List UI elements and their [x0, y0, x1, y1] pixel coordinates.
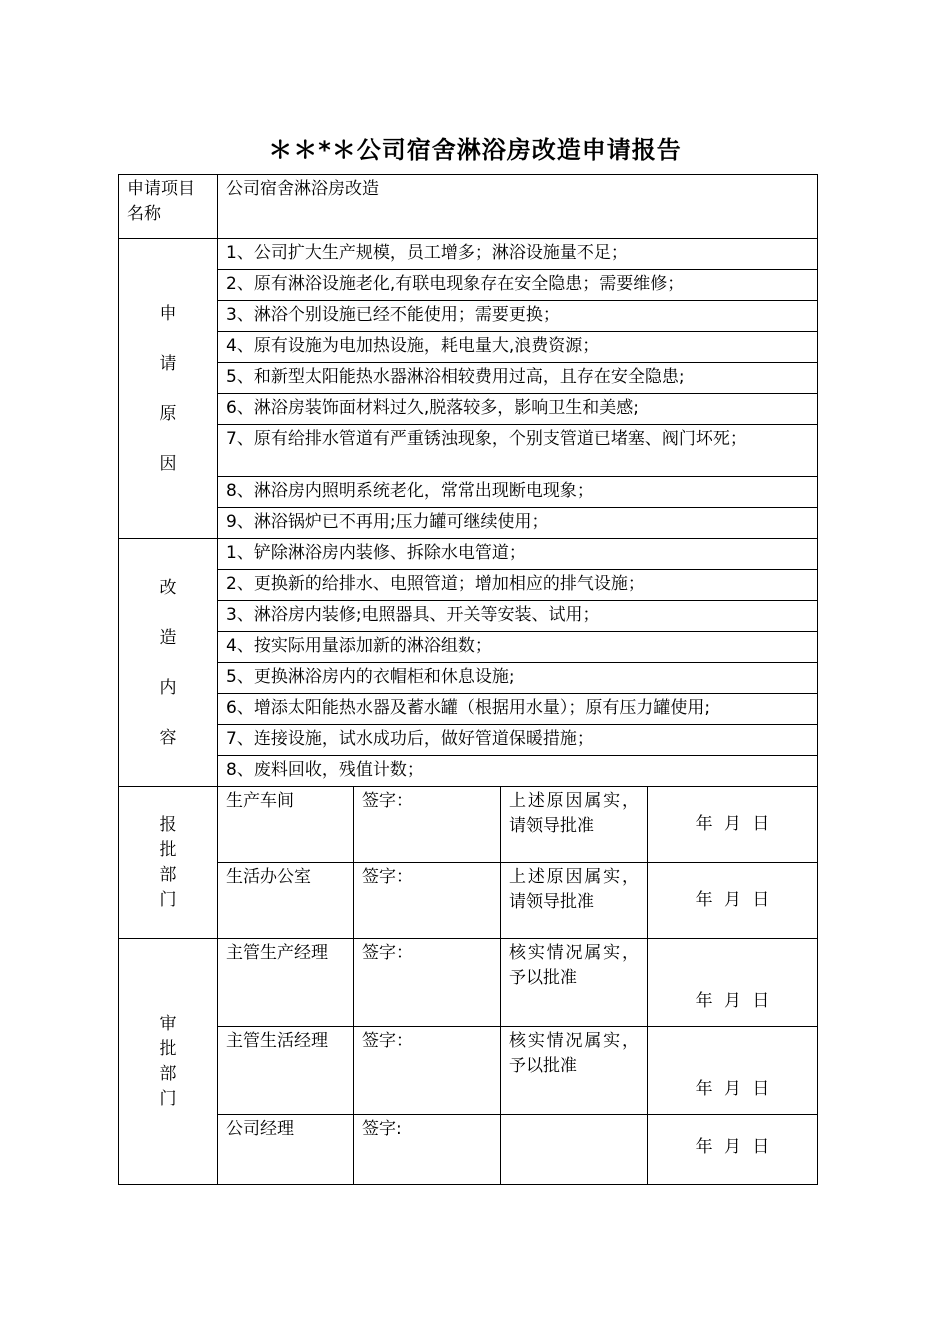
content-item: 3、淋浴房内装修;电照器具、开关等安装、试用；: [218, 601, 818, 632]
signature-field: 签字：: [354, 863, 501, 939]
approval-dept: 主管生产经理: [218, 939, 354, 1027]
reason-item: 1、公司扩大生产规模，员工增多；淋浴设施量不足；: [218, 239, 818, 270]
page-title: ＊＊*＊公司宿舍淋浴房改造申请报告: [268, 136, 682, 164]
date-field: 年 月 日: [648, 1115, 818, 1185]
content-row: [119, 601, 818, 632]
content-row: [119, 694, 818, 725]
approval-row: [119, 1115, 818, 1185]
date-field: 年 月 日: [648, 787, 818, 863]
reason-row: [119, 363, 818, 394]
reason-item: 9、淋浴锅炉已不再用;压力罐可继续使用；: [218, 508, 818, 539]
approval-row: [119, 939, 818, 1027]
approval-row: [119, 1027, 818, 1115]
report-label-chars: 报 批 部 门: [159, 814, 177, 910]
date-field: 年 月 日: [648, 1027, 818, 1115]
project-row: [119, 175, 818, 239]
approval-note: 核实情况属实，予以批准: [501, 1027, 648, 1115]
report-row: [119, 787, 818, 863]
reason-item: 3、淋浴个别设施已经不能使用；需要更换；: [218, 301, 818, 332]
content-row: [119, 663, 818, 694]
content-row: [119, 570, 818, 601]
approval-note: 核实情况属实，予以批准: [501, 939, 648, 1027]
reason-row: [119, 425, 818, 477]
project-value: 公司宿舍淋浴房改造: [218, 175, 818, 239]
reason-row: [119, 477, 818, 508]
signature-field: 签字:: [354, 1115, 501, 1185]
report-dept: 生活办公室: [218, 863, 354, 939]
project-label: 申请项目名称: [119, 175, 218, 239]
report-dept: 生产车间: [218, 787, 354, 863]
content-item: 1、铲除淋浴房内装修、拆除水电管道；: [218, 539, 818, 570]
reason-row: [119, 508, 818, 539]
reason-row: [119, 394, 818, 425]
content-item: 5、更换淋浴房内的衣帽柜和休息设施;: [218, 663, 818, 694]
reason-item: 7、原有给排水管道有严重锈浊现象，个别支管道已堵塞、阀门坏死；: [218, 425, 818, 477]
application-form-table: [118, 174, 818, 1185]
content-item: 8、废料回收，残值计数；: [218, 756, 818, 787]
reason-item: 8、淋浴房内照明系统老化，常常出现断电现象；: [218, 477, 818, 508]
content-item: 4、按实际用量添加新的淋浴组数；: [218, 632, 818, 663]
date-field: 年 月 日: [648, 939, 818, 1027]
signature-field: 签字：: [354, 1027, 501, 1115]
reason-item: 6、淋浴房装饰面材料过久,脱落较多，影响卫生和美感;: [218, 394, 818, 425]
content-item: 2、更换新的给排水、电照管道；增加相应的排气设施；: [218, 570, 818, 601]
approval-dept: 主管生活经理: [218, 1027, 354, 1115]
content-row: [119, 632, 818, 663]
content-label-chars: 改 造 内 容: [159, 577, 177, 748]
content-row: [119, 539, 818, 570]
date-field: 年 月 日: [648, 863, 818, 939]
reason-item: 5、和新型太阳能热水器淋浴相较费用过高，且存在安全隐患;: [218, 363, 818, 394]
signature-field: 签字：: [354, 787, 501, 863]
reasons-label: [119, 239, 218, 539]
report-note: 上述原因属实，请领导批准: [501, 787, 648, 863]
content-row: [119, 725, 818, 756]
content-item: 6、增添太阳能热水器及蓄水罐（根据用水量）；原有压力罐使用;: [218, 694, 818, 725]
approval-label-chars: 审 批 部 门: [159, 1013, 177, 1109]
reason-row: [119, 239, 818, 270]
content-item: 7、连接设施，试水成功后，做好管道保暖措施；: [218, 725, 818, 756]
reason-item: 4、原有设施为电加热设施，耗电量大,浪费资源；: [218, 332, 818, 363]
reasons-label-chars: 申 请 原 因: [159, 303, 177, 474]
reason-row: [119, 332, 818, 363]
approval-label: [119, 939, 218, 1185]
approval-dept: 公司经理: [218, 1115, 354, 1185]
reason-row: [119, 301, 818, 332]
reason-item: 2、原有淋浴设施老化,有联电现象存在安全隐患；需要维修；: [218, 270, 818, 301]
approval-note: [501, 1115, 648, 1185]
content-row: [119, 756, 818, 787]
content-label: [119, 539, 218, 787]
reason-row: [119, 270, 818, 301]
signature-field: 签字：: [354, 939, 501, 1027]
report-row: [119, 863, 818, 939]
report-label: [119, 787, 218, 939]
report-note: 上述原因属实，请领导批准: [501, 863, 648, 939]
